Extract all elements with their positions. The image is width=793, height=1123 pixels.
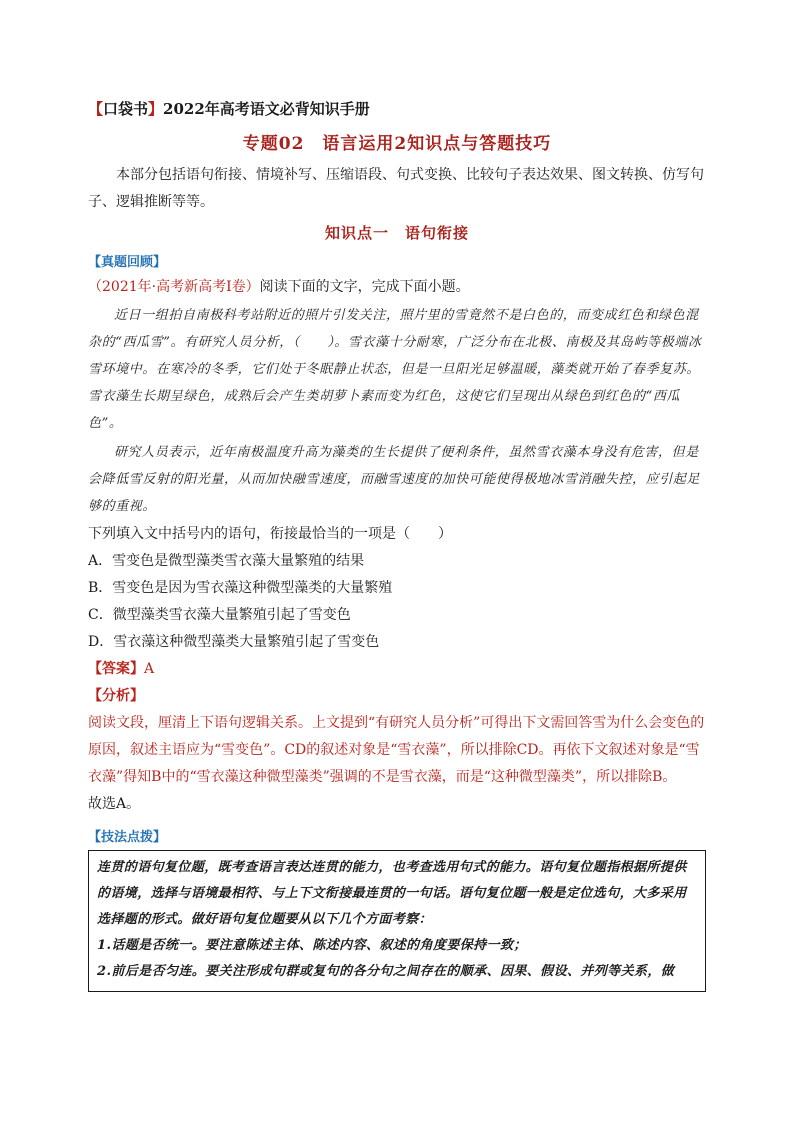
knowledge-point-title: 知识点一 语句衔接: [324, 224, 469, 242]
tips-point-2: 2.前后是否匀连。要关注形成句群或复句的各分句之间存在的顺承、因果、假设、并列等关系，做: [97, 964, 675, 979]
tips-intro: 连贯的语句复位题，既考查语言表达连贯的能力，也考查选用句式的能力。语句复位题指根据所提供的语境，选择与语境最相符、与上下文衔接最连贯的一句话。语句复位题一般是定位选句，大多采用选择题的形式。做好语句复位题要从以下几个方面考察：: [97, 860, 687, 927]
answer-line: [88, 656, 706, 683]
source-instruction: 阅读下面的文字，完成下面小题。: [259, 279, 470, 295]
option-b: B．雪变色是因为雪衣藻这种微型藻类的大量繁殖: [88, 580, 393, 596]
answer-label: 【答案】: [88, 661, 144, 677]
header-bracket-open: 【: [88, 100, 104, 118]
option-d: D．雪衣藻这种微型藻类大量繁殖引起了雪变色: [88, 634, 380, 650]
header-bracket-close: 】: [148, 100, 164, 118]
document-page: [88, 92, 706, 992]
tips-box: [88, 850, 706, 992]
intro-paragraph: 本部分包括语句衔接、情境补写、压缩语段、句式变换、比较句子表达效果、图文转换、仿写句子、逻辑推断等等。: [88, 167, 704, 210]
header-book-label: 口袋书: [103, 100, 149, 118]
answer-value: A: [144, 661, 155, 677]
exam-source: （2021年·高考新高考I卷）: [88, 279, 260, 295]
header-title: 2022年高考语文必背知识手册: [163, 100, 370, 118]
book-header: [88, 98, 706, 120]
topic-title: 专题02 语言运用2知识点与答题技巧: [242, 134, 552, 154]
option-c: C．微型藻类雪衣藻大量繁殖引起了雪变色: [88, 607, 351, 623]
passage-paragraph-2: 研究人员表示，近年南极温度升高为藻类的生长提供了便利条件，虽然雪衣藻本身没有危害，但是会降低雪反射的阳光量，从而加快融雪速度，而融雪速度的加快可能使得极地冰雪消融失控，应引起足够的重视。: [88, 445, 701, 514]
analysis-conclusion: 故选A。: [88, 796, 141, 812]
passage-paragraph-1: 近日一组拍自南极科考站附近的照片引发关注，照片里的雪竟然不是白色的，而变成红色和绿色混杂的“西瓜雪”。有研究人员分析，（ ）。雪衣藻十分耐寒，广泛分布在北极、南极及其岛屿等极端冰雪环境中。在寒冷的冬季，它们处于冬眠静止状态，但是一旦阳光足够温暖，藻类就开始了春季复苏。雪衣藻生长期呈绿色，成熟后会产生类胡萝卜素而变为红色，这使它们呈现出从绿色到红色的“西瓜色”。: [88, 308, 702, 431]
tag-tips: 【技法点拨】: [88, 830, 167, 845]
question-stem: 下列填入文中括号内的语句，衔接最恰当的一项是（ ）: [88, 526, 452, 542]
tips-point-1: 1.话题是否统一。要注意陈述主体、陈述内容、叙述的角度要保持一致；: [97, 938, 527, 953]
tag-review: 【真题回顾】: [88, 255, 167, 270]
question-source: [88, 276, 706, 298]
analysis-label: 【分析】: [88, 688, 144, 704]
analysis-text: 阅读文段，厘清上下语句逻辑关系。上文提到“有研究人员分析”可得出下文需回答雪为什么会变色的原因，叙述主语应为“雪变色”。CD的叙述对象是“雪衣藻”，所以排除CD。再依下文叙述对象是“雪衣藻”得知B中的“雪衣藻这种微型藻类”强调的不是雪衣藻，而是“这种微型藻类”，所以排除B。: [88, 715, 705, 785]
option-a: A．雪变色是微型藻类雪衣藻大量繁殖的结果: [88, 553, 365, 569]
